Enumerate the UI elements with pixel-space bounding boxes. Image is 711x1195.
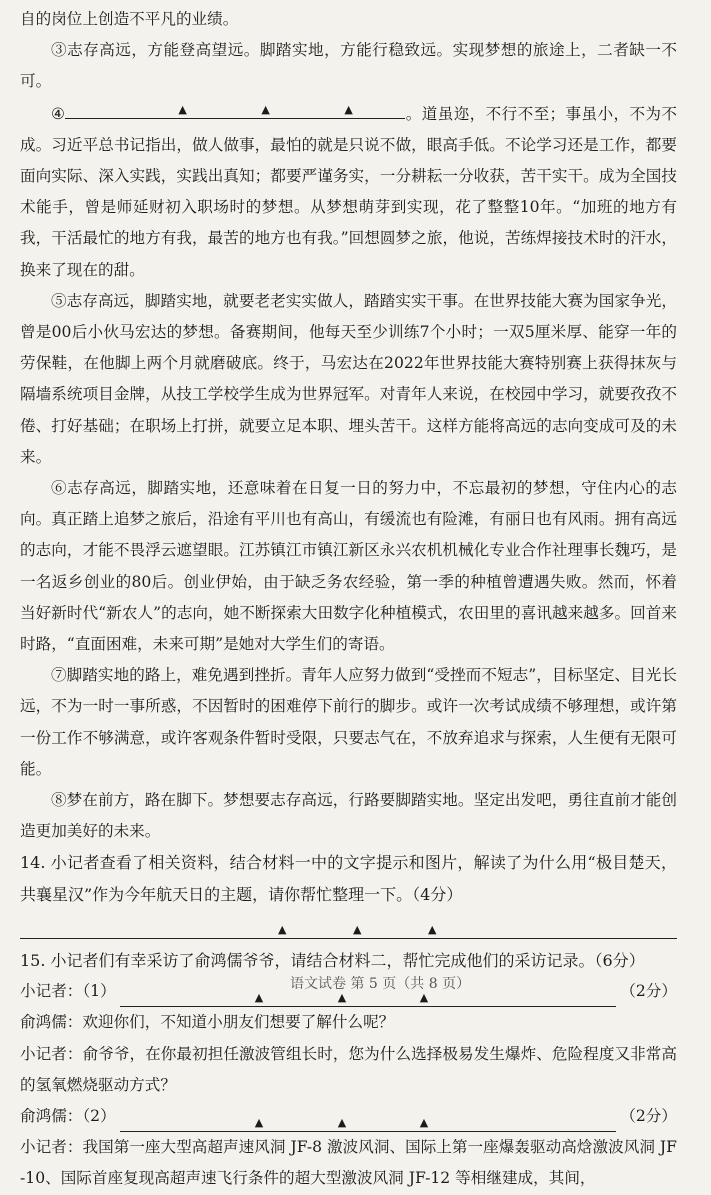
blank-marker-icon: ▲ — [337, 1116, 347, 1130]
blank-marker-icon: ▲ — [337, 991, 347, 1005]
question-15-item-2 — [20, 1101, 677, 1132]
score-label-1: （2分） — [620, 982, 677, 1001]
blank-marker-icon: ▲ — [419, 991, 429, 1005]
blank-marker-icon: ▲ — [278, 922, 287, 936]
blank-marker-icon: ▲ — [419, 1116, 429, 1130]
material-paragraph-4 — [20, 98, 677, 286]
question-14-answer-line[interactable] — [20, 916, 677, 939]
paragraph-4-answer-blank[interactable] — [65, 98, 405, 119]
blank-marker-icon: ▲ — [344, 102, 353, 116]
paragraph-4-number: ④ — [51, 104, 66, 123]
question-14-text: 14. 小记者查看了相关资料，结合材料一中的文字提示和图片，解读了为什么用“极目楚天，共襄星汉”作为今年航天日的主题，请你帮忙整理一下。（4分） — [20, 853, 677, 904]
material-paragraph-5: ⑤志存高远，脚踏实地，就要老老实实做人，踏踏实实干事。在世界技能大赛为国家争光，曾是00后小伙马宏达的梦想。备赛期间，他每天至少训练7个小时；一双5厘米厚、能穿一年的劳保鞋，在他脚上两个月就磨破底。终于，马宏达在2022年世界技能大赛特别赛上获得抹灰与隔墙系统项目金牌，从技工学校学生成为世界冠军。对青年人来说，在校园中学习，就要孜孜不倦、打好基础；在职场上打拼，就要立足本职、埋头苦干。这样方能将高远的志向变成可及的未来。 — [20, 291, 677, 466]
question-15-text: 15. 小记者们有幸采访了俞鸿儒爷爷，请结合材料二，帮忙完成他们的采访记录。（6分） — [20, 950, 645, 970]
question-15-answer-line-2[interactable] — [120, 1109, 617, 1132]
reporter-label-1: 小记者：（1） — [20, 982, 116, 1001]
reporter-last-text: 小记者：我国第一座大型高超声速风洞 JF-8 激波风洞、国际上第一座爆轰驱动高焓激波风洞 JF-10、国际首座复现高超声速飞行条件的超大型激波风洞 JF-12 等相继建成，其间， — [20, 1138, 677, 1188]
paragraph-4-text: 。道虽迩，不行不至；事虽小，不为不成。习近平总书记指出，做人做事，最怕的就是只说不做，眼高手低。不论学习还是工作，都要面向实际、深入实践，实践出真知；都要严谨务实，一分耕耘一分收获，苦干实干。成为全国技术能手，曾是师延财初入职场时的梦想。从梦想萌芽到实现，花了整整10年。“加班的地方有我，干活最忙的地方有我，最苦的地方也有我。”回想圆梦之旅，他说，苦练焊接技术时的汗水，换来了现在的甜。 — [20, 104, 677, 279]
blank-marker-icon: ▲ — [428, 922, 437, 936]
score-label-2: （2分） — [620, 1106, 677, 1125]
yu-label-2: 俞鸿儒：（2） — [20, 1106, 116, 1125]
blank-marker-icon: ▲ — [254, 991, 264, 1005]
blank-marker-icon: ▲ — [261, 102, 270, 116]
blank-marker-icon: ▲ — [353, 922, 362, 936]
page-footer: 语文试卷 第 5 页（共 8 页） — [290, 975, 471, 992]
material-paragraph-7: ⑦脚踏实地的路上，难免遇到挫折。青年人应努力做到“受挫而不短志”，目标坚定、目光长远，不为一时一事所惑，不因暂时的困难停下前行的脚步。或许一次考试成绩不够理想，或许第一份工作不够满意，或许客观条件暂时受限，只要志气在，不放弃追求与探索，人生便有无限可能。 — [20, 666, 677, 778]
material-paragraph-0: 自的岗位上创造不平凡的业绩。 — [20, 10, 239, 28]
blank-marker-icon: ▲ — [178, 102, 187, 116]
material-paragraph-6: ⑥志存高远，脚踏实地，还意味着在日复一日的努力中，不忘最初的梦想，守住内心的志向。真正踏上追梦之旅后，沿途有平川也有高山，有缓流也有险滩，有丽日也有风雨。拥有高远的志向，才能不畏浮云遮望眼。江苏镇江市镇江新区永兴农机机械化专业合作社理事长魏巧，是一名返乡创业的80后。创业伊始，由于缺乏务农经验，第一季的种植曾遭遇失败。然而，怀着当好新时代“新农人”的志向，她不断探索大田数字化种植模式，农田里的喜讯越来越多。回首来时路，“直面困难，未来可期”是她对大学生们的寄语。 — [20, 479, 677, 654]
reporter-question: 小记者：俞爷爷，在你最初担任激波管组长时，您为什么选择极易发生爆炸、危险程度又非常高的氢氧燃烧驱动方式？ — [20, 1044, 677, 1094]
material-paragraph-3: ③志存高远，方能登高望远。脚踏实地，方能行稳致远。实现梦想的旅途上，二者缺一不可。 — [20, 41, 677, 91]
material-paragraph-8: ⑧梦在前方，路在脚下。梦想要志存高远，行路要脚踏实地。坚定出发吧，勇往直前才能创造更加美好的未来。 — [20, 791, 677, 841]
yu-reply: 俞鸿儒：欢迎你们，不知道小朋友们想要了解什么呢？ — [20, 1013, 395, 1032]
blank-marker-icon: ▲ — [254, 1116, 264, 1130]
